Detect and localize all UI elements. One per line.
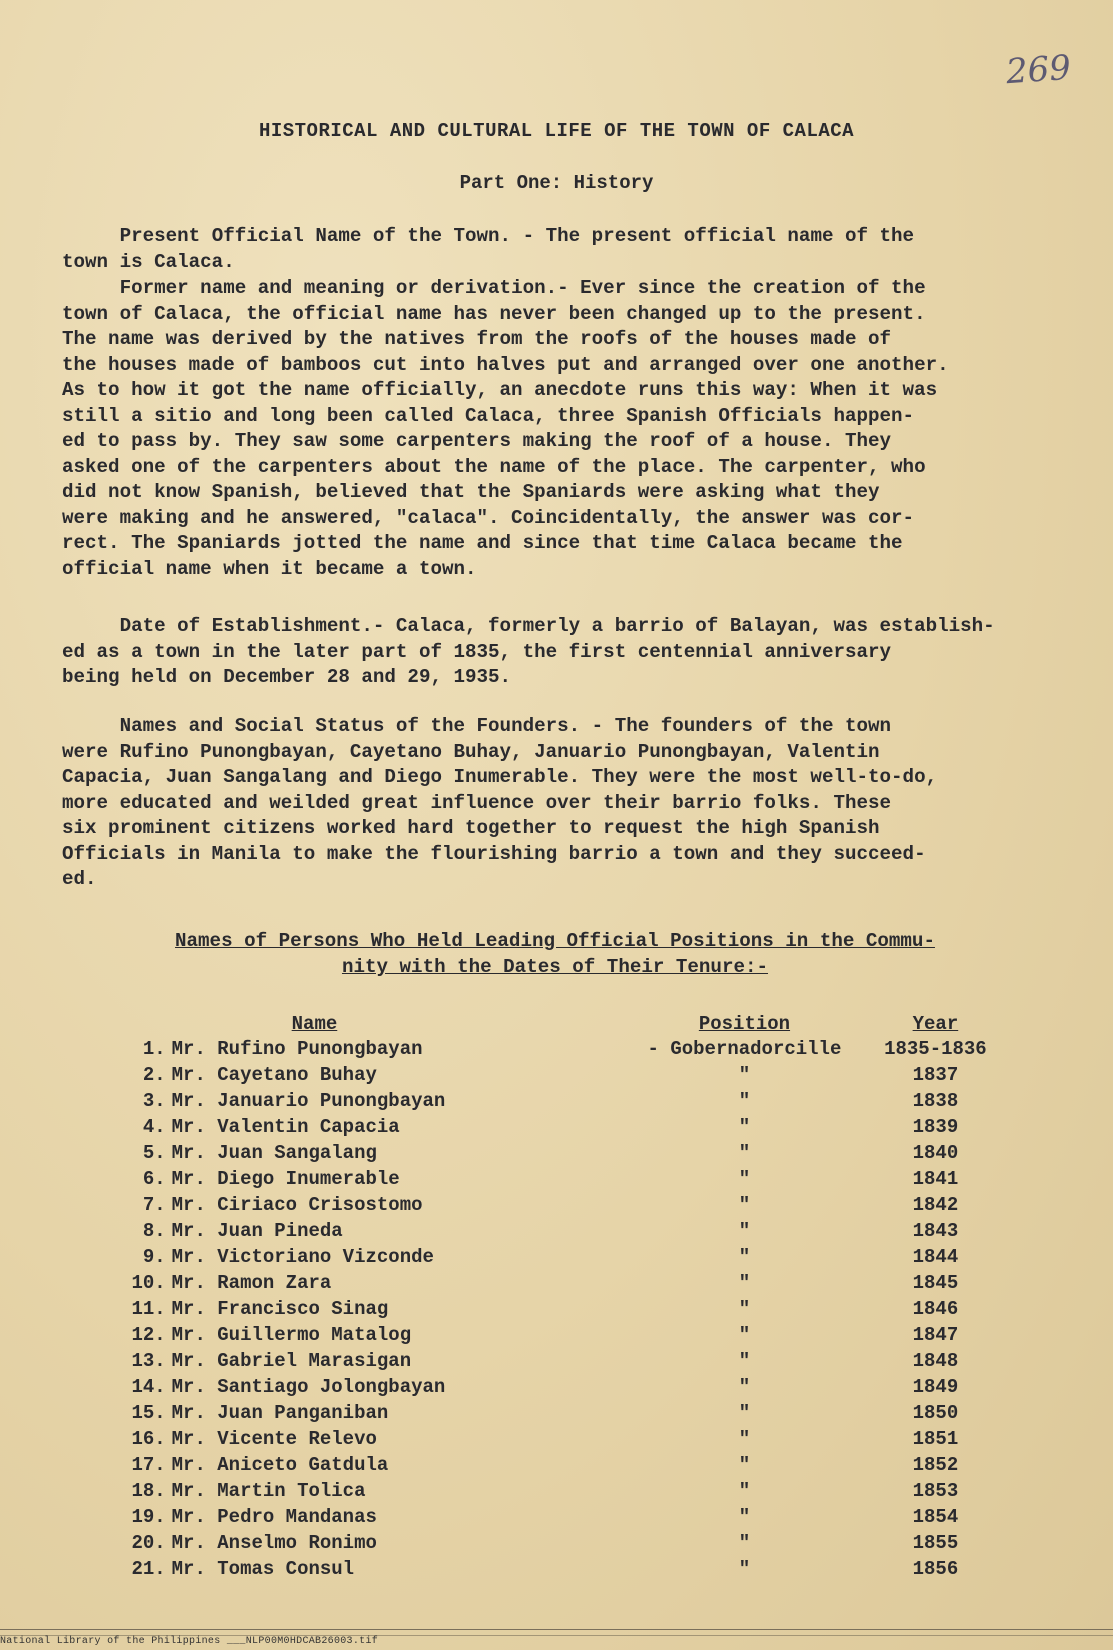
archive-footer: National Library of the Philippines ___NLP00M0HDCAB26003.tif (0, 1636, 379, 1647)
official-number: 13. (131, 1350, 166, 1372)
official-year: 1847 (912, 1324, 959, 1346)
official-name: Mr. Martin Tolica (171, 1480, 366, 1502)
official-position: " (738, 1532, 751, 1554)
header-num (118, 1012, 172, 1036)
official-position: " (738, 1168, 751, 1190)
official-position: " (738, 1350, 751, 1372)
official-position: " (738, 1064, 751, 1086)
official-position: " (738, 1506, 751, 1528)
table-row (118, 1348, 1018, 1374)
official-year: 1849 (912, 1376, 959, 1398)
official-name: Mr. Januario Punongbayan (171, 1090, 446, 1112)
officials-table-heading: Names of Persons Who Held Leading Official Positions in the Commu- nity with the Dates of Their Tenure:- (175, 930, 935, 978)
handwritten-page-number: 269 (1004, 47, 1073, 93)
table-row (118, 1426, 1018, 1452)
official-position: " (738, 1324, 751, 1346)
paragraph-establishment: Date of Establishment.- Calaca, formerly a barrio of Balayan, was establish- ed as a town in the later part of 1835, the first centennial anniversary being held on December 28 and 29, 1935. (62, 615, 995, 688)
official-name: Mr. Victoriano Vizconde (171, 1246, 434, 1268)
official-name: Mr. Pedro Mandanas (171, 1506, 377, 1528)
official-name: Mr. Valentin Capacia (171, 1116, 400, 1138)
official-number: 4. (142, 1116, 166, 1138)
table-row (118, 1296, 1018, 1322)
paragraph-official-name: Present Official Name of the Town. - The present official name of the town is Calaca. (62, 225, 915, 273)
official-name: Mr. Diego Inumerable (171, 1168, 400, 1190)
official-year: 1846 (912, 1298, 959, 1320)
officials-table (118, 1012, 1018, 1582)
official-number: 9. (142, 1246, 166, 1268)
official-year: 1852 (912, 1454, 959, 1476)
official-year: 1851 (912, 1428, 959, 1450)
table-row (118, 1270, 1018, 1296)
official-number: 10. (131, 1272, 166, 1294)
official-position: - Gobernadorcille (647, 1038, 842, 1060)
official-name: Mr. Cayetano Buhay (171, 1064, 377, 1086)
official-year: 1840 (912, 1142, 959, 1164)
header-name: Name (291, 1013, 338, 1035)
official-position: " (738, 1298, 751, 1320)
official-name: Mr. Juan Pineda (171, 1220, 343, 1242)
official-name: Mr. Juan Sangalang (171, 1142, 377, 1164)
official-name: Mr. Santiago Jolongbayan (171, 1376, 446, 1398)
official-number: 15. (131, 1402, 166, 1424)
official-name: Mr. Ramon Zara (171, 1272, 332, 1294)
table-header-row (118, 1012, 1018, 1036)
official-number: 1. (142, 1038, 166, 1060)
official-number: 17. (131, 1454, 166, 1476)
official-year: 1855 (912, 1532, 959, 1554)
table-row (118, 1166, 1018, 1192)
official-position: " (738, 1246, 751, 1268)
official-year: 1845 (912, 1272, 959, 1294)
official-position: " (738, 1090, 751, 1112)
paragraph-founders: Names and Social Status of the Founders. - The founders of the town were Rufino Punongbayan, Cayetano Buhay, Januario Punongbayan, Valentin Capacia, Juan Sangalang and Diego Inumerable. They were the most well-to-do, more educated and weilded great influence over their barrio folks. These six prominent citizens worked hard together to request the high Spanish Officials in Manila to make the flourishing barrio a town and they succeed- ed. (62, 715, 938, 890)
official-number: 16. (131, 1428, 166, 1450)
official-number: 7. (142, 1194, 166, 1216)
table-row (118, 1088, 1018, 1114)
official-name: Mr. Tomas Consul (171, 1558, 355, 1580)
official-number: 2. (142, 1064, 166, 1086)
table-row (118, 1530, 1018, 1556)
official-number: 18. (131, 1480, 166, 1502)
official-year: 1839 (912, 1116, 959, 1138)
official-name: Mr. Vicente Relevo (171, 1428, 377, 1450)
official-name: Mr. Ciriaco Crisostomo (171, 1194, 423, 1216)
official-year: 1841 (912, 1168, 959, 1190)
official-position: " (738, 1194, 751, 1216)
header-position: Position (698, 1013, 791, 1035)
bottom-rule (0, 1629, 1113, 1630)
official-name: Mr. Aniceto Gatdula (171, 1454, 389, 1476)
official-number: 11. (131, 1298, 166, 1320)
official-position: " (738, 1402, 751, 1424)
official-name: Mr. Anselmo Ronimo (171, 1532, 377, 1554)
official-year: 1848 (912, 1350, 959, 1372)
table-row (118, 1400, 1018, 1426)
table-row (118, 1374, 1018, 1400)
table-row (118, 1218, 1018, 1244)
table-row (118, 1192, 1018, 1218)
official-year: 1856 (912, 1558, 959, 1580)
official-name: Mr. Juan Panganiban (171, 1402, 389, 1424)
table-row (118, 1062, 1018, 1088)
official-year: 1853 (912, 1480, 959, 1502)
table-row (118, 1556, 1018, 1582)
official-number: 19. (131, 1506, 166, 1528)
official-number: 3. (142, 1090, 166, 1112)
official-year: 1838 (912, 1090, 959, 1112)
official-position: " (738, 1480, 751, 1502)
official-year: 1844 (912, 1246, 959, 1268)
header-year: Year (912, 1013, 959, 1035)
paragraph-former-name: Former name and meaning or derivation.- Ever since the creation of the town of Calaca, the official name has never been changed up to the present. The name was derived by the natives from the roofs of the houses made of the houses made of bamboos cut into halves put and arranged over one another. As to how it got the name officially, an anecdote runs this way: When it was still a sitio and long been called Calaca, three Spanish Officials happen- ed to pass by. They saw some carpenters making the roof of a house. They asked one of the carpenters about the name of the place. The carpenter, who did not know Spanish, believed that the Spaniards were asking what they were making and he answered, "calaca". Coincidentally, the answer was cor- rect. The Spaniards jotted the name and since that time Calaca became the official name when it became a town. (62, 277, 949, 580)
official-name: Mr. Francisco Sinag (171, 1298, 389, 1320)
official-number: 21. (131, 1558, 166, 1580)
official-number: 20. (131, 1532, 166, 1554)
table-row (118, 1114, 1018, 1140)
official-name: Mr. Guillermo Matalog (171, 1324, 412, 1346)
official-position: " (738, 1116, 751, 1138)
official-name: Mr. Rufino Punongbayan (171, 1038, 423, 1060)
official-position: " (738, 1220, 751, 1242)
table-row (118, 1036, 1018, 1062)
official-year: 1854 (912, 1506, 959, 1528)
official-year: 1837 (912, 1064, 959, 1086)
official-number: 5. (142, 1142, 166, 1164)
official-position: " (738, 1376, 751, 1398)
official-year: 1835-1836 (884, 1038, 987, 1060)
official-number: 14. (131, 1376, 166, 1398)
official-year: 1843 (912, 1220, 959, 1242)
official-number: 6. (142, 1168, 166, 1190)
table-row (118, 1322, 1018, 1348)
official-year: 1850 (912, 1402, 959, 1424)
official-position: " (738, 1428, 751, 1450)
official-position: " (738, 1558, 751, 1580)
official-position: " (738, 1142, 751, 1164)
official-name: Mr. Gabriel Marasigan (171, 1350, 412, 1372)
officials-table-body (118, 1036, 1018, 1582)
official-position: " (738, 1272, 751, 1294)
official-position: " (738, 1454, 751, 1476)
table-row (118, 1478, 1018, 1504)
table-row (118, 1504, 1018, 1530)
table-row (118, 1140, 1018, 1166)
document-subtitle: Part One: History (459, 172, 654, 194)
table-row (118, 1244, 1018, 1270)
official-number: 8. (142, 1220, 166, 1242)
official-number: 12. (131, 1324, 166, 1346)
official-year: 1842 (912, 1194, 959, 1216)
table-row (118, 1452, 1018, 1478)
document-title: HISTORICAL AND CULTURAL LIFE OF THE TOWN OF CALACA (258, 120, 855, 142)
